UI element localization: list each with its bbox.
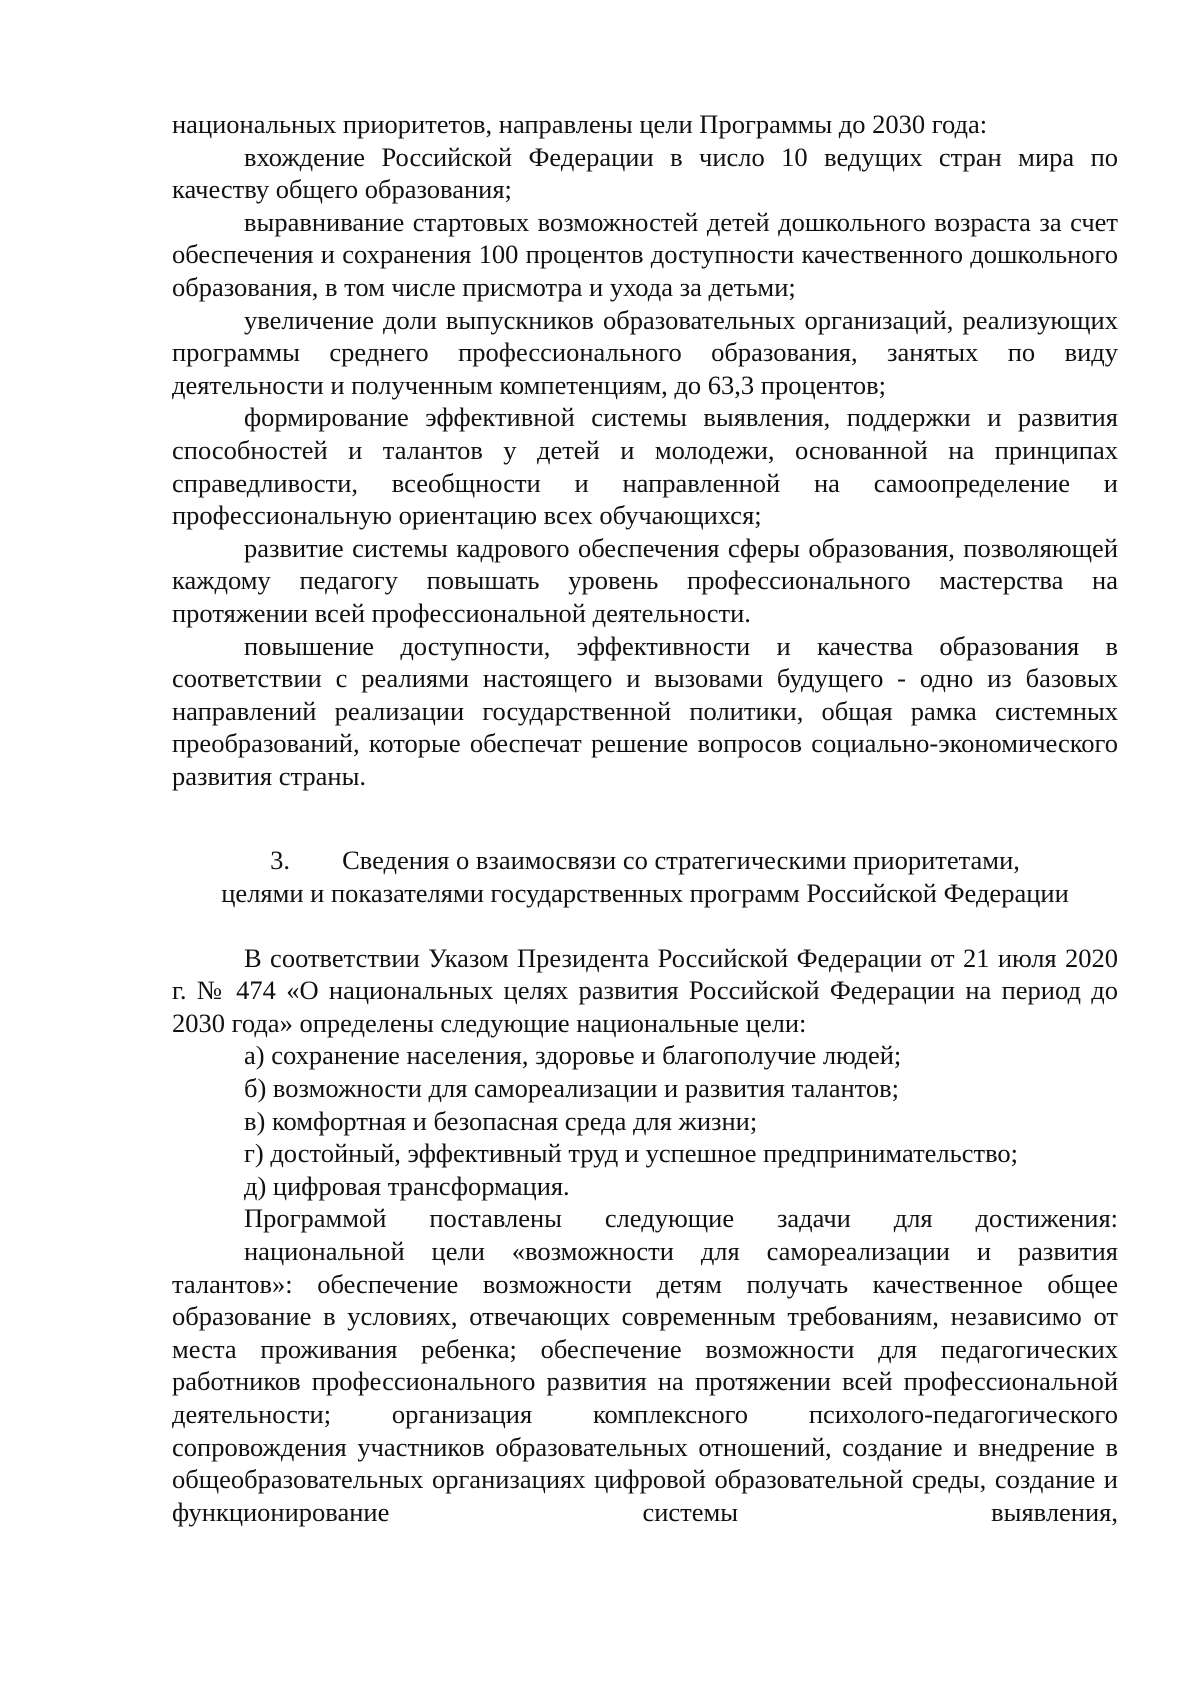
section-title-line-1: Сведения о взаимосвязи со стратегическими приоритетами, bbox=[342, 845, 1020, 876]
section-heading-line-1 bbox=[172, 844, 1118, 877]
section-title-line-2: целями и показателями государственных программ Российской Федерации bbox=[221, 878, 1069, 909]
paragraph-goal-6: повышение доступности, эффективности и качества образования в соответствии с реалиями настоящего и вызовами будущего - одно из базовых направлений реализации государственной политики, общая рамка системных преобразований, которые обеспечат решение вопросов социально-экономического развития страны. bbox=[172, 630, 1118, 791]
paragraph-goal-2: выравнивание стартовых возможностей детей дошкольного возраста за счет обеспечения и сохранения 100 процентов доступности качественного дошкольного образования, в том числе присмотра и ухода за детьми; bbox=[172, 206, 1118, 302]
section-heading bbox=[172, 844, 1118, 909]
paragraph-decree: В соответствии Указом Президента Российской Федерации от 21 июля 2020 г. № 474 «О национальных целях развития Российской Федерации на период до 2030 года» определены следующие национальные цели: bbox=[172, 942, 1118, 1038]
section-number: 3. bbox=[270, 845, 290, 876]
paragraph-goal-1: вхождение Российской Федерации в число 10 ведущих стран мира по качеству общего образования; bbox=[172, 141, 1118, 205]
paragraph-goal-3: увеличение доли выпускников образовательных организаций, реализующих программы среднего профессионального образования, занятых по виду деятельности и полученным компетенциям, до 63,3 процентов; bbox=[172, 304, 1118, 400]
list-item-aim-a: а) сохранение населения, здоровье и благополучие людей; bbox=[244, 1040, 902, 1071]
paragraph-tasks-detail: национальной цели «возможности для самореализации и развития талантов»: обеспечение возможности детям получать качественное общее образование в условиях, отвечающих современным требованиям, независимо от места проживания ребенка; обеспечение возможности для педагогических работников профессионального развития на протяжении всей профессиональной деятельности; организация комплексного психолого-педагогического сопровождения участников образовательных отношений, создание и внедрение в общеобразовательных организациях цифровой образовательной среды, создание и функционирование системы выявления, bbox=[172, 1236, 1118, 1527]
list-item-aim-b: б) возможности для самореализации и развития талантов; bbox=[244, 1073, 900, 1104]
paragraph-goal-4: формирование эффективной системы выявления, поддержки и развития способностей и талантов у детей и молодежи, основанной на принципах справедливости, всеобщности и направленной на самоопределение и профессиональную ориентацию всех обучающихся; bbox=[172, 402, 1118, 531]
paragraph-intro: национальных приоритетов, направлены цели Программы до 2030 года: bbox=[172, 109, 988, 139]
paragraph-goal-5: развитие системы кадрового обеспечения сферы образования, позволяющей каждому педагогу повышать уровень профессионального мастерства на протяжении всей профессиональной деятельности. bbox=[172, 532, 1118, 628]
list-item-aim-d: д) цифровая трансформация. bbox=[244, 1170, 570, 1201]
document-page bbox=[172, 108, 1118, 1528]
paragraph-tasks: Программой поставлены следующие задачи для достижения: bbox=[244, 1203, 1118, 1234]
list-item-aim-v: в) комфортная и безопасная среда для жизни; bbox=[244, 1105, 758, 1136]
list-item-aim-g: г) достойный, эффективный труд и успешное предпринимательство; bbox=[244, 1138, 1019, 1169]
